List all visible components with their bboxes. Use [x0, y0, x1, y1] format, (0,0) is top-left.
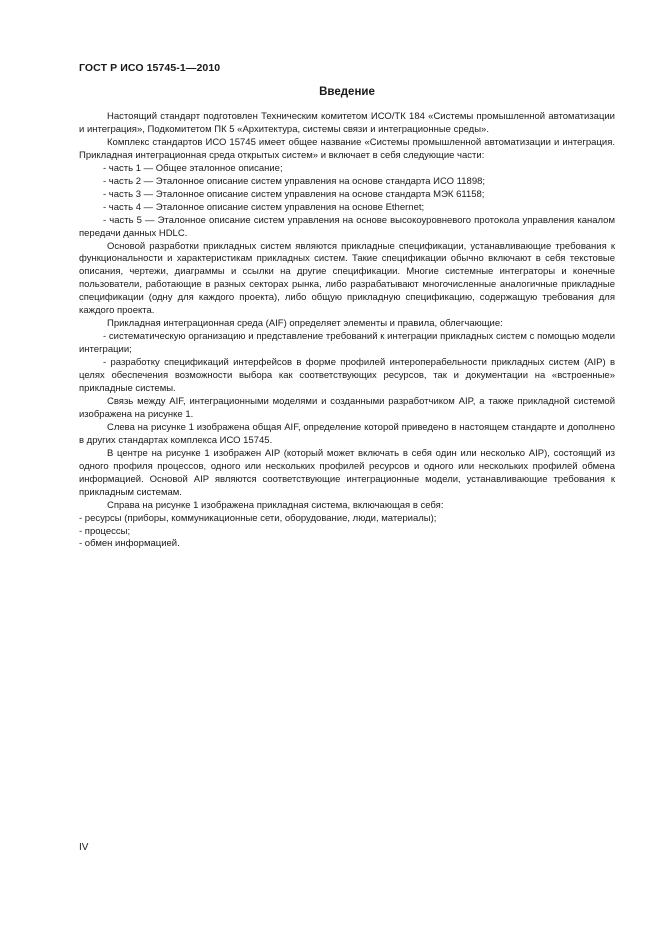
list-item: - часть 4 — Эталонное описание систем управления на основе Ethernet;: [103, 201, 425, 213]
paragraph: Связь между AIF, интеграционными моделями и созданными разработчиком AIP, а также прикладной системой изображена на рисунке 1.: [79, 395, 615, 420]
list-item: - часть 2 — Эталонное описание систем управления на основе стандарта ИСО 11898;: [103, 175, 486, 187]
list-item: - часть 1 — Общее эталонное описание;: [103, 162, 283, 174]
paragraph: В центре на рисунке 1 изображен AIP (который может включать в себя один или несколько AIP), состоящий из одного профиля процессов, одного или нескольких профилей ресурсов и одного или нескольких профилей обмена информацией. Основой AIP являются соответствующие интеграционные модели, устанавливающие требования к прикладным системам.: [79, 447, 615, 498]
list-item: - ресурсы (приборы, коммуникационные сети, оборудование, люди, материалы);: [79, 512, 437, 524]
page-number: IV: [79, 842, 89, 853]
list-item: - часть 5 — Эталонное описание систем управления на основе высокоуровневого протокола управления каналом передачи данных HDLC.: [79, 214, 615, 239]
section-title: Введение: [319, 86, 375, 98]
document-body: [79, 111, 615, 551]
paragraph: Основой разработки прикладных систем являются прикладные спецификации, устанавливающие требования к функциональности и характеристикам прикладных систем. Такие спецификации обычно включают в себя текстовые описания, чертежи, диаграммы и ссылки на другие спецификации. Многие системные интеграторы и конечные пользователи, работающие в разных секторах рынка, либо разрабатывают многочисленные аналогичные прикладные спецификации (одну для каждого проекта), либо общую прикладную спецификацию, содержащую требования для каждого проекта.: [79, 240, 615, 317]
document-header: ГОСТ Р ИСО 15745-1—2010: [79, 62, 221, 74]
paragraph: Слева на рисунке 1 изображена общая AIF, определение которой приведено в настоящем стандарте и дополнено в других стандартах комплекса ИСО 15745.: [79, 421, 615, 446]
paragraph: Настоящий стандарт подготовлен Техническим комитетом ИСО/ТК 184 «Системы промышленной автоматизации и интеграция», Подкомитетом ПК 5 «Архитектура, системы связи и интеграционные среды».: [79, 111, 615, 135]
list-item: - часть 3 — Эталонное описание систем управления на основе стандарта МЭК 61158;: [103, 188, 485, 200]
list-item: - обмен информацией.: [79, 538, 180, 550]
list-item: - процессы;: [79, 525, 131, 537]
paragraph: Прикладная интеграционная среда (AIF) определяет элементы и правила, облегчающие:: [107, 318, 503, 330]
list-item: - разработку спецификаций интерфейсов в форме профилей интероперабельности прикладных систем (AIP) в целях обеспечения возможности выбора как соответствующих ресурсов, так и документации на «встроенные» прикладные системы.: [79, 357, 615, 395]
list-item: - систематическую организацию и представление требований к интеграции прикладных систем с помощью модели интеграции;: [79, 331, 615, 356]
paragraph: Справа на рисунке 1 изображена прикладная система, включающая в себя:: [107, 499, 444, 511]
paragraph: Комплекс стандартов ИСО 15745 имеет общее название «Системы промышленной автоматизации и интеграция. Прикладная интеграционная среда открытых систем» и включает в себя следующие части:: [79, 136, 615, 161]
